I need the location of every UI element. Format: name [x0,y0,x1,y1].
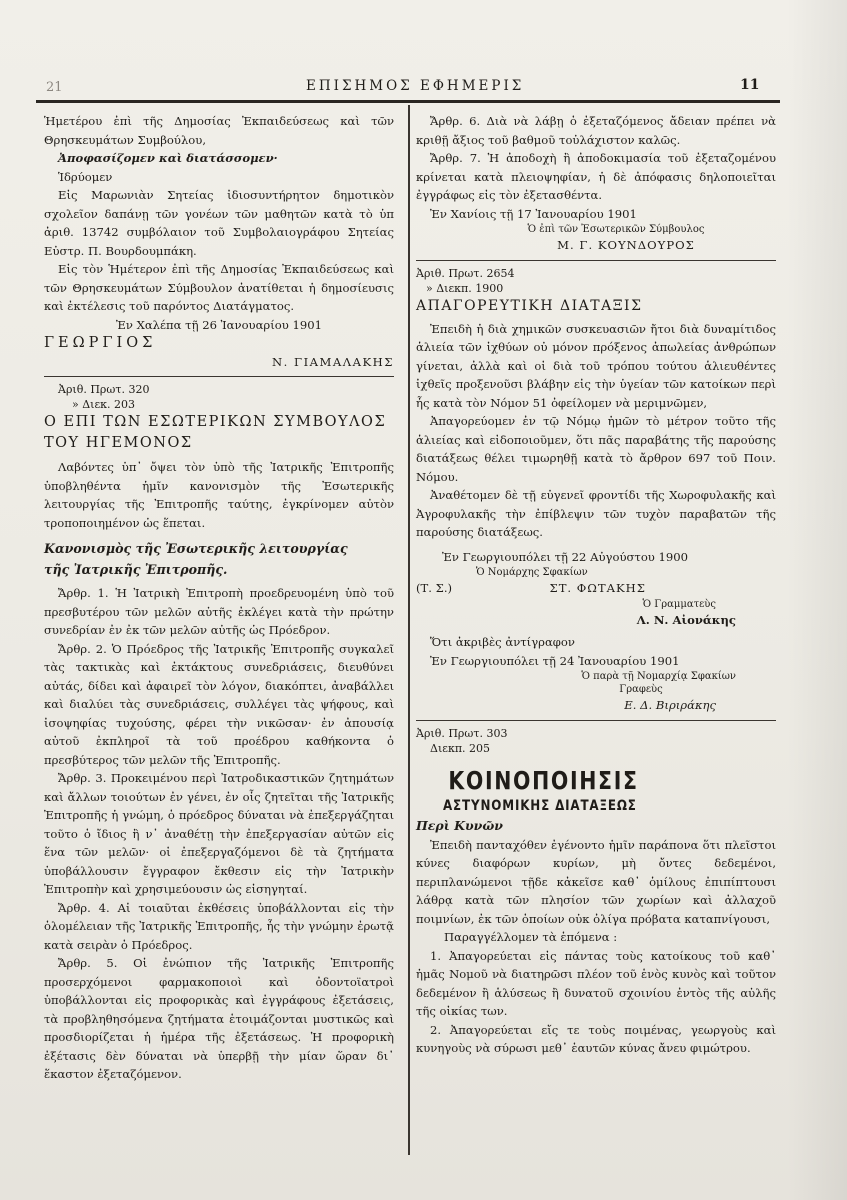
right-column [416,112,776,1058]
regulation-title: Κανονισμὸς τῆς Ἐσωτερικῆς λειτουργίας [44,541,348,556]
date-line: Ἐν Χαλέπα τῇ 26 Ἰανουαρίου 1901 [115,317,323,332]
section-rule [416,720,776,721]
faint-page-number: 21 [46,80,63,95]
gazette-title: ΕΠΙΣΗΜΟΣ ΕΦΗΜΕΡΙΣ [306,78,525,94]
secretary-role: Ὁ Γραμματεὺς [642,598,716,610]
regulation-title: τῆς Ἰατρικῆς Ἐπιτροπῆς. [44,562,228,577]
column-divider [408,105,410,1155]
authority-title: Ο ΕΠΙ ΤΩΝ ΕΣΩΤΕΡΙΚΩΝ ΣΥΜΒΟΥΛΟΣ [44,414,387,430]
signatory-role: Ὁ ἐπὶ τῶν Ἐσωτερικῶν Σύμβουλος [527,224,705,235]
paragraph: Παραγγέλλομεν τὰ ἑπόμενα : [444,930,618,944]
article: Ἄρθρ. 7. Ἡ ἀποδοχὴ ἢ ἀποδοκιμασία τοῦ ἐξεταζομένου κρίνεται κατὰ πλειοψηφίαν, ἡ δὲ ἀπόφασις δηλοποιεῖται ἐγγράφως εἰς τὸν ἐξετασθέντα. [416,151,776,202]
paragraph: Λαβόντες ὑπ᾿ ὄψει τὸν ὑπὸ τῆς Ἰατρικῆς Ἐπιτροπῆς ὑποβληθέντα ἡμῖν κανονισμὸν τῆς Ἐσωτερικῆς λειτουργίας τῆς Ἐπιτροπῆς ταύτης, ἐγκρίνομεν αὐτὸν τροποποιημένον ὡς ἕπεται. [44,460,394,530]
countersignature: Ν. ΓΙΑΜΑΛΑΚΗΣ [272,354,394,369]
paragraph: Ἐπειδὴ ἡ διὰ χημικῶν συσκευασιῶν ἤτοι διὰ δυναμίτιδος ἁλιεία τῶν ἰχθύων οὐ μόνον πρόξενος ἀπωλείας ἀνθρώπων γίνεται, ἀλλὰ καὶ οἱ διὰ τοῦ τρόπου τούτου ἁλιευθέντες ἰχθεῖς προξενοῦσι βλάβην εἰς τὴν ὑγείαν τῶν κατοίκων περὶ ἧς κατὰ τὸν Νόμον 51 ὀφείλομεν νὰ μεριμνῶμεν, [416,321,776,410]
decision-heading: Ἀποφασίζομεν καὶ διατάσσομεν· [58,151,278,165]
date-line: Ἐν Γεωργιουπόλει τῇ 24 Ἰανουαρίου 1901 [430,653,680,668]
left-column [44,112,394,1084]
notice-topic: Περὶ Κυνῶν [416,817,503,833]
notice-subtitle: ΑΣΤΥΝΟΜΙΚΗΣ ΔΙΑΤΑΞΕΩΣ [443,797,637,814]
header-rule [36,100,780,103]
signatory-role: Ὁ Νομάρχης Σφακίων [476,567,588,578]
section-rule [44,376,394,377]
dispatch-number: Διεκπ. 205 [430,741,491,755]
article: Ἄρθρ. 3. Προκειμένου περὶ Ἰατροδικαστικῶν ζητημάτων καὶ ἄλλων τοιούτων ἐν γένει, ἐν οἷς ζητεῖται τῆς Ἰατρικῆς Ἐπιτροπῆς ἡ γνώμη, ὁ πρόεδρος δύναται νὰ ἐπεξεργάζηται τοῦτο ὁ ἴδιος ἢ ν᾿ ἀναθέτῃ τὴν ἐπεξεργασίαν αὐτῶν εἰς ἕνα τῶν μελῶν· οἱ ἐπεξεργαζόμενοι δὲ τὰ ζητήματα ὑποβάλλουσιν ἔγγραφον ἔκθεσιν εἰς τὴν Ἰατρικὴν Ἐπιτροπὴν καὶ χρησιμεύουσιν ὡς εἰσηγηταί. [44,771,394,896]
notice-item: 2. Ἀπαγορεύεται εἴς τε τοὺς ποιμένας, γεωργοὺς καὶ κυνηγοὺς νὰ σύρωσι μεθ᾿ ἑαυτῶν κύνας ἄνευ φιμώτρου. [416,1022,776,1055]
notice-item: 1. Ἀπαγορεύεται εἰς πάντας τοὺς κατοίκους τοῦ καθ᾿ ἡμᾶς Νομοῦ νὰ διατηρῶσι πλέον τοῦ ἑνὸς κυνὸς καὶ τοῦτον δεδεμένον ἢ ἁλύσεως ἢ δυνατοῦ σχοινίου ἐντὸς τῆς αὐλῆς τῆς οἰκίας των. [416,948,776,1018]
article: Ἄρθρ. 5. Οἱ ἐνώπιον τῆς Ἰατρικῆς Ἐπιτροπῆς προσερχόμενοι φαρμακοποιοὶ καὶ ὀδοντοϊατροὶ ὑποβάλλονται εἰς προφορικὰς καὶ ἐγγράφους ἐξετάσεις, τὰ προβληθησόμενα ζητήματα ἑτοιμάζονται μυστικῶς καὶ προσδιορίζεται ἡ ἡμέρα τῆς ἐξετάσεως. Ἡ προφορικὴ ἐξέτασις δὲν δύναται νὰ ὑπερβῇ τὴν μίαν ὥραν δι᾿ ἕκαστον ἐξεταζόμενον. [44,956,394,1081]
seal-mark: (Τ. Σ.) [416,581,453,595]
article: Ἄρθρ. 1. Ἡ Ἰατρικὴ Ἐπιτροπὴ προεδρευομένη ὑπὸ τοῦ πρεσβυτέρου τῶν μελῶν αὐτῆς ἐκλέγει κατὰ τὴν πρώτην συνεδρίαν ἐν ἐκ τῶν μελῶν αὐτῆς ὡς Πρόεδρον. [44,586,394,637]
section-rule [416,260,776,261]
paragraph: Ἡμετέρου ἐπὶ τῆς Δημοσίας Ἐκπαιδεύσεως καὶ τῶν Θρησκευμάτων Συμβούλου, [44,114,394,147]
decree-title: ΑΠΑΓΟΡΕΥΤΙΚΗ ΔΙΑΤΑΞΙΣ [416,297,643,314]
paragraph: Ἀναθέτομεν δὲ τῇ εὐγενεῖ φροντίδι τῆς Χωροφυλακῆς καὶ Ἀγροφυλακῆς τὴν ἐπίβλεψιν τῶν τυχὸν παραβατῶν τῆς παρούσης διατάξεως. [416,488,776,539]
date-line: Ἐν Χανίοις τῇ 17 Ἰανουαρίου 1901 [430,206,637,221]
signature-row [416,579,776,598]
page-number: 11 [740,77,760,93]
protocol-number: Ἀριθ. Πρωτ. 303 [416,726,508,740]
signatory-name: Μ. Γ. ΚΟΥΝΔΟΥΡΟΣ [557,238,695,252]
paragraph: Ἀπαγορεύομεν ἐν τῷ Νόμῳ ἡμῶν τὸ μέτρον τοῦτο τῆς ἁλιείας καὶ εἰδοποιοῦμεν, ὅτι πᾶς παραβάτης τῆς παρούσης διατάξεως θέλει τιμωρηθῇ κατὰ τὸ ἄρθρον 697 τοῦ Ποιν. Νόμου. [416,414,776,484]
signatory-role: Γραφεὺς [619,684,663,695]
protocol-number: Ἀριθ. Πρωτ. 2654 [416,266,515,280]
signatory-role: Ὁ παρὰ τῇ Νομαρχίᾳ Σφακίων [581,671,736,682]
certified-copy-note: Ὅτι ἀκριβὲς ἀντίγραφον [430,635,575,649]
article: Ἄρθρ. 4. Αἱ τοιαῦται ἐκθέσεις ὑποβάλλονται εἰς τὴν ὁλομέλειαν τῆς Ἰατρικῆς Ἐπιτροπῆς, ἧς τὴν γνώμην ἐρωτᾷ κατὰ σειρὰν ὁ Πρόεδρος. [44,900,394,952]
dispatch-number: » Διεκ. 203 [72,398,136,411]
paragraph: Ἐπειδὴ πανταχόθεν ἐγένοντο ἡμῖν παράπονα ὅτι πλεῖστοι κύνες διαφόρων κυρίων, μὴ ὄντες δεδεμένοι, περιπλανώμενοι τῇδε κἀκεῖσε καθ᾿ ὁμίλους ἐπιπίπτουσι λάθρᾳ κατὰ τῶν πλησίον τῶν χωρίων καὶ ἀλλαχοῦ ποιμνίων, ἐκ τῶν ὁποίων οὐκ ὀλίγα πρόβατα καταπνίγουσι, [416,837,776,926]
article: Ἄρθρ. 2. Ὁ Πρόεδρος τῆς Ἰατρικῆς Ἐπιτροπῆς συγκαλεῖ τὰς τακτικὰς καὶ ἐκτάκτους συνεδριάσεις, διευθύνει αὐτάς, δίδει καὶ ἀφαιρεῖ τὸν λόγον, διακόπτει, ἀναβάλλει καὶ διαλύει τὰς συνεδριάσεις, συλλέγει τὰς ψήφους, καὶ ἰσοψηφίας τυχούσης, φέρει τὴν νικῶσαν· ἐν ἀπουσίᾳ αὐτοῦ ἐκπληροῖ τὰ τοῦ προέδρου καθήκοντα ὁ πρεσβύτερος τῶν μελῶν τῆς Ἐπιτροπῆς. [44,641,394,767]
dispatch-number: » Διεκπ. 1900 [426,281,504,295]
signature-name: ΓΕΩΡΓΙΟΣ [44,335,157,351]
article: Ἄρθρ. 6. Διὰ νὰ λάβῃ ὁ ἐξεταζόμενος ἄδειαν πρέπει νὰ κριθῇ ἄξιος τοῦ βαθμοῦ τοὐλάχιστον καλῶς. [416,114,776,147]
paragraph: Ἱδρύομεν [58,169,113,184]
signatory-name: Ε. Δ. Βιριράκης [624,698,716,712]
authority-title: ΤΟΥ ΗΓΕΜΟΝΟΣ [44,435,193,451]
notice-title: ΚΟΙΝΟΠΟΙΗΣΙΣ [448,765,639,795]
paragraph: Εἰς Μαρωνιὰν Σητείας ἰδιοσυντήρητον δημοτικὸν σχολεῖον δαπάνῃ τῶν γονέων τῶν μαθητῶν κατὰ τὸ ὑπ ἀριθ. 13742 συμβόλαιον τοῦ Συμβολαιογράφου Σητείας Εὐστρ. Π. Βουρδουμπάκη. [44,188,394,258]
date-line: Ἐν Γεωργιουπόλει τῇ 22 Αὐγούστου 1900 [442,549,689,564]
paragraph: Εἰς τὸν Ἡμέτερον ἐπὶ τῆς Δημοσίας Ἐκπαιδεύσεως καὶ τῶν Θρησκευμάτων Σύμβουλον ἀνατίθεται ἡ δημοσίευσις καὶ ἐκτέλεσις τοῦ παρόντος Διατάγματος. [44,262,394,313]
signatory-name: ΣΤ. ΦΩΤΑΚΗΣ [549,581,646,595]
protocol-number: Ἀριθ. Πρωτ. 320 [58,383,150,396]
page-header [36,74,780,100]
secretary-name: Λ. Ν. Αἰονάκης [636,612,736,627]
